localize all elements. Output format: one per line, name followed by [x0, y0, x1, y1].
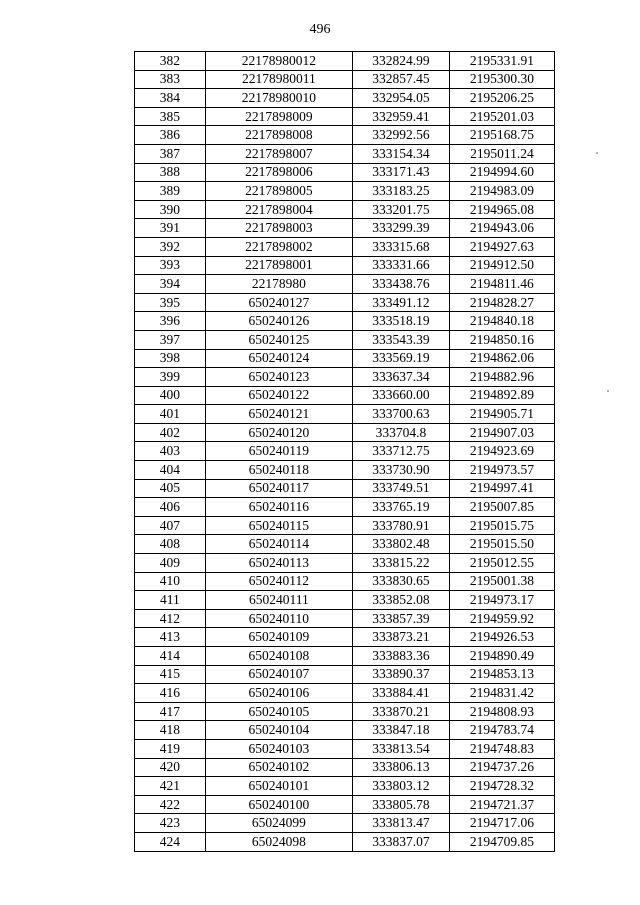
y-coordinate-cell: 2194994.60 — [449, 163, 554, 182]
y-coordinate-cell: 2194811.46 — [449, 275, 554, 294]
x-coordinate-cell: 333857.39 — [352, 609, 449, 628]
x-coordinate-cell: 333438.76 — [352, 275, 449, 294]
x-coordinate-cell: 333837.07 — [352, 832, 449, 851]
x-coordinate-cell: 333331.66 — [352, 256, 449, 275]
y-coordinate-cell: 2194831.42 — [449, 684, 554, 703]
y-coordinate-cell: 2195300.30 — [449, 70, 554, 89]
point-id-cell: 650240111 — [205, 591, 352, 610]
point-number-cell: 414 — [135, 647, 206, 666]
table-row — [135, 293, 555, 312]
point-number-cell: 397 — [135, 330, 206, 349]
x-coordinate-cell: 333806.13 — [352, 758, 449, 777]
point-number-cell: 423 — [135, 814, 206, 833]
x-coordinate-cell: 333890.37 — [352, 665, 449, 684]
point-id-cell: 650240106 — [205, 684, 352, 703]
point-number-cell: 387 — [135, 144, 206, 163]
point-id-cell: 2217898003 — [205, 219, 352, 238]
y-coordinate-cell: 2194973.57 — [449, 461, 554, 480]
x-coordinate-cell: 332954.05 — [352, 89, 449, 108]
table-row — [135, 70, 555, 89]
point-number-cell: 421 — [135, 777, 206, 796]
y-coordinate-cell: 2194997.41 — [449, 479, 554, 498]
table-row — [135, 479, 555, 498]
x-coordinate-cell: 333780.91 — [352, 516, 449, 535]
table-row — [135, 368, 555, 387]
point-id-cell: 22178980012 — [205, 52, 352, 71]
x-coordinate-cell: 332992.56 — [352, 126, 449, 145]
x-coordinate-cell: 333815.22 — [352, 554, 449, 573]
point-id-cell: 650240105 — [205, 702, 352, 721]
x-coordinate-cell: 333660.00 — [352, 386, 449, 405]
point-id-cell: 2217898009 — [205, 107, 352, 126]
x-coordinate-cell: 333765.19 — [352, 498, 449, 517]
x-coordinate-cell: 333749.51 — [352, 479, 449, 498]
point-number-cell: 401 — [135, 405, 206, 424]
point-number-cell: 424 — [135, 832, 206, 851]
y-coordinate-cell: 2195011.24 — [449, 144, 554, 163]
x-coordinate-cell: 333299.39 — [352, 219, 449, 238]
point-id-cell: 650240120 — [205, 423, 352, 442]
point-id-cell: 650240102 — [205, 758, 352, 777]
point-number-cell: 417 — [135, 702, 206, 721]
point-number-cell: 408 — [135, 535, 206, 554]
point-number-cell: 410 — [135, 572, 206, 591]
point-number-cell: 399 — [135, 368, 206, 387]
y-coordinate-cell: 2194905.71 — [449, 405, 554, 424]
point-number-cell: 385 — [135, 107, 206, 126]
point-id-cell: 650240108 — [205, 647, 352, 666]
table-row — [135, 182, 555, 201]
point-id-cell: 650240116 — [205, 498, 352, 517]
y-coordinate-cell: 2194862.06 — [449, 349, 554, 368]
point-number-cell: 412 — [135, 609, 206, 628]
point-id-cell: 650240104 — [205, 721, 352, 740]
point-id-cell: 650240119 — [205, 442, 352, 461]
y-coordinate-cell: 2194926.53 — [449, 628, 554, 647]
table-row — [135, 256, 555, 275]
point-id-cell: 650240109 — [205, 628, 352, 647]
y-coordinate-cell: 2194709.85 — [449, 832, 554, 851]
x-coordinate-cell: 333852.08 — [352, 591, 449, 610]
point-number-cell: 407 — [135, 516, 206, 535]
table-row — [135, 461, 555, 480]
y-coordinate-cell: 2194890.49 — [449, 647, 554, 666]
scan-speck — [596, 152, 598, 154]
point-id-cell: 2217898008 — [205, 126, 352, 145]
point-number-cell: 406 — [135, 498, 206, 517]
y-coordinate-cell: 2195012.55 — [449, 554, 554, 573]
table-row — [135, 107, 555, 126]
point-number-cell: 416 — [135, 684, 206, 703]
x-coordinate-cell: 333637.34 — [352, 368, 449, 387]
point-number-cell: 409 — [135, 554, 206, 573]
point-number-cell: 415 — [135, 665, 206, 684]
table-row — [135, 684, 555, 703]
x-coordinate-cell: 332857.45 — [352, 70, 449, 89]
point-id-cell: 650240118 — [205, 461, 352, 480]
x-coordinate-cell: 333805.78 — [352, 795, 449, 814]
point-id-cell: 650240101 — [205, 777, 352, 796]
point-number-cell: 393 — [135, 256, 206, 275]
point-id-cell: 2217898005 — [205, 182, 352, 201]
table-row — [135, 572, 555, 591]
y-coordinate-cell: 2195201.03 — [449, 107, 554, 126]
point-id-cell: 650240122 — [205, 386, 352, 405]
table-row — [135, 330, 555, 349]
table-row — [135, 237, 555, 256]
table-row — [135, 814, 555, 833]
table-row — [135, 758, 555, 777]
point-id-cell: 22178980010 — [205, 89, 352, 108]
y-coordinate-cell: 2194850.16 — [449, 330, 554, 349]
point-number-cell: 386 — [135, 126, 206, 145]
y-coordinate-cell: 2195007.85 — [449, 498, 554, 517]
point-number-cell: 403 — [135, 442, 206, 461]
table-row — [135, 498, 555, 517]
table-row — [135, 721, 555, 740]
table-row — [135, 349, 555, 368]
y-coordinate-cell: 2194882.96 — [449, 368, 554, 387]
point-id-cell: 650240110 — [205, 609, 352, 628]
table-row — [135, 665, 555, 684]
point-number-cell: 383 — [135, 70, 206, 89]
y-coordinate-cell: 2194808.93 — [449, 702, 554, 721]
table-row — [135, 832, 555, 851]
point-id-cell: 650240112 — [205, 572, 352, 591]
x-coordinate-cell: 333171.43 — [352, 163, 449, 182]
table-row — [135, 591, 555, 610]
point-number-cell: 394 — [135, 275, 206, 294]
point-number-cell: 411 — [135, 591, 206, 610]
point-id-cell: 650240114 — [205, 535, 352, 554]
point-id-cell: 650240125 — [205, 330, 352, 349]
point-id-cell: 22178980 — [205, 275, 352, 294]
table-row — [135, 52, 555, 71]
table-row — [135, 219, 555, 238]
point-number-cell: 422 — [135, 795, 206, 814]
x-coordinate-cell: 333830.65 — [352, 572, 449, 591]
point-id-cell: 650240123 — [205, 368, 352, 387]
y-coordinate-cell: 2194783.74 — [449, 721, 554, 740]
table-row — [135, 516, 555, 535]
x-coordinate-cell: 333813.54 — [352, 739, 449, 758]
point-number-cell: 392 — [135, 237, 206, 256]
y-coordinate-cell: 2194965.08 — [449, 200, 554, 219]
y-coordinate-cell: 2195015.50 — [449, 535, 554, 554]
y-coordinate-cell: 2194912.50 — [449, 256, 554, 275]
point-id-cell: 650240115 — [205, 516, 352, 535]
coordinates-table — [134, 51, 555, 852]
point-id-cell: 650240107 — [205, 665, 352, 684]
x-coordinate-cell: 333730.90 — [352, 461, 449, 480]
table-row — [135, 126, 555, 145]
table-row — [135, 200, 555, 219]
point-number-cell: 389 — [135, 182, 206, 201]
y-coordinate-cell: 2194728.32 — [449, 777, 554, 796]
y-coordinate-cell: 2194721.37 — [449, 795, 554, 814]
y-coordinate-cell: 2194717.06 — [449, 814, 554, 833]
coordinates-table-body — [135, 52, 555, 852]
point-number-cell: 418 — [135, 721, 206, 740]
x-coordinate-cell: 333491.12 — [352, 293, 449, 312]
point-number-cell: 391 — [135, 219, 206, 238]
table-row — [135, 163, 555, 182]
point-number-cell: 400 — [135, 386, 206, 405]
table-row — [135, 739, 555, 758]
x-coordinate-cell: 333883.36 — [352, 647, 449, 666]
point-id-cell: 2217898007 — [205, 144, 352, 163]
table-row — [135, 795, 555, 814]
point-number-cell: 384 — [135, 89, 206, 108]
x-coordinate-cell: 333201.75 — [352, 200, 449, 219]
point-number-cell: 405 — [135, 479, 206, 498]
point-id-cell: 2217898001 — [205, 256, 352, 275]
table-row — [135, 535, 555, 554]
point-number-cell: 396 — [135, 312, 206, 331]
table-row — [135, 386, 555, 405]
point-number-cell: 398 — [135, 349, 206, 368]
point-number-cell: 404 — [135, 461, 206, 480]
y-coordinate-cell: 2195001.38 — [449, 572, 554, 591]
y-coordinate-cell: 2194748.83 — [449, 739, 554, 758]
y-coordinate-cell: 2194828.27 — [449, 293, 554, 312]
table-row — [135, 144, 555, 163]
point-number-cell: 420 — [135, 758, 206, 777]
point-id-cell: 650240103 — [205, 739, 352, 758]
y-coordinate-cell: 2194737.26 — [449, 758, 554, 777]
y-coordinate-cell: 2195168.75 — [449, 126, 554, 145]
point-number-cell: 419 — [135, 739, 206, 758]
y-coordinate-cell: 2194959.92 — [449, 609, 554, 628]
table-row — [135, 89, 555, 108]
point-id-cell: 650240117 — [205, 479, 352, 498]
point-number-cell: 388 — [135, 163, 206, 182]
y-coordinate-cell: 2194892.89 — [449, 386, 554, 405]
point-id-cell: 650240121 — [205, 405, 352, 424]
table-row — [135, 423, 555, 442]
x-coordinate-cell: 333803.12 — [352, 777, 449, 796]
x-coordinate-cell: 333518.19 — [352, 312, 449, 331]
page-number: 496 — [309, 22, 331, 37]
y-coordinate-cell: 2194853.13 — [449, 665, 554, 684]
y-coordinate-cell: 2194943.06 — [449, 219, 554, 238]
table-row — [135, 312, 555, 331]
y-coordinate-cell: 2194923.69 — [449, 442, 554, 461]
point-id-cell: 650240127 — [205, 293, 352, 312]
point-id-cell: 22178980011 — [205, 70, 352, 89]
x-coordinate-cell: 332959.41 — [352, 107, 449, 126]
x-coordinate-cell: 333802.48 — [352, 535, 449, 554]
point-id-cell: 2217898006 — [205, 163, 352, 182]
x-coordinate-cell: 333704.8 — [352, 423, 449, 442]
point-id-cell: 2217898002 — [205, 237, 352, 256]
point-id-cell: 2217898004 — [205, 200, 352, 219]
x-coordinate-cell: 333712.75 — [352, 442, 449, 461]
table-row — [135, 554, 555, 573]
y-coordinate-cell: 2194840.18 — [449, 312, 554, 331]
point-number-cell: 413 — [135, 628, 206, 647]
point-id-cell: 650240126 — [205, 312, 352, 331]
point-id-cell: 650240113 — [205, 554, 352, 573]
y-coordinate-cell: 2194983.09 — [449, 182, 554, 201]
table-row — [135, 405, 555, 424]
scan-speck — [607, 390, 609, 392]
y-coordinate-cell: 2194927.63 — [449, 237, 554, 256]
table-row — [135, 628, 555, 647]
table-row — [135, 609, 555, 628]
point-number-cell: 402 — [135, 423, 206, 442]
y-coordinate-cell: 2194973.17 — [449, 591, 554, 610]
x-coordinate-cell: 333870.21 — [352, 702, 449, 721]
point-number-cell: 382 — [135, 52, 206, 71]
x-coordinate-cell: 333884.41 — [352, 684, 449, 703]
x-coordinate-cell: 333543.39 — [352, 330, 449, 349]
x-coordinate-cell: 333183.25 — [352, 182, 449, 201]
table-row — [135, 647, 555, 666]
y-coordinate-cell: 2195331.91 — [449, 52, 554, 71]
point-id-cell: 650240124 — [205, 349, 352, 368]
x-coordinate-cell: 332824.99 — [352, 52, 449, 71]
x-coordinate-cell: 333847.18 — [352, 721, 449, 740]
x-coordinate-cell: 333569.19 — [352, 349, 449, 368]
point-number-cell: 395 — [135, 293, 206, 312]
table-row — [135, 275, 555, 294]
y-coordinate-cell: 2194907.03 — [449, 423, 554, 442]
y-coordinate-cell: 2195206.25 — [449, 89, 554, 108]
table-row — [135, 777, 555, 796]
point-id-cell: 65024099 — [205, 814, 352, 833]
point-number-cell: 390 — [135, 200, 206, 219]
point-id-cell: 65024098 — [205, 832, 352, 851]
x-coordinate-cell: 333700.63 — [352, 405, 449, 424]
y-coordinate-cell: 2195015.75 — [449, 516, 554, 535]
table-row — [135, 442, 555, 461]
x-coordinate-cell: 333813.47 — [352, 814, 449, 833]
point-id-cell: 650240100 — [205, 795, 352, 814]
x-coordinate-cell: 333154.34 — [352, 144, 449, 163]
x-coordinate-cell: 333873.21 — [352, 628, 449, 647]
table-row — [135, 702, 555, 721]
x-coordinate-cell: 333315.68 — [352, 237, 449, 256]
